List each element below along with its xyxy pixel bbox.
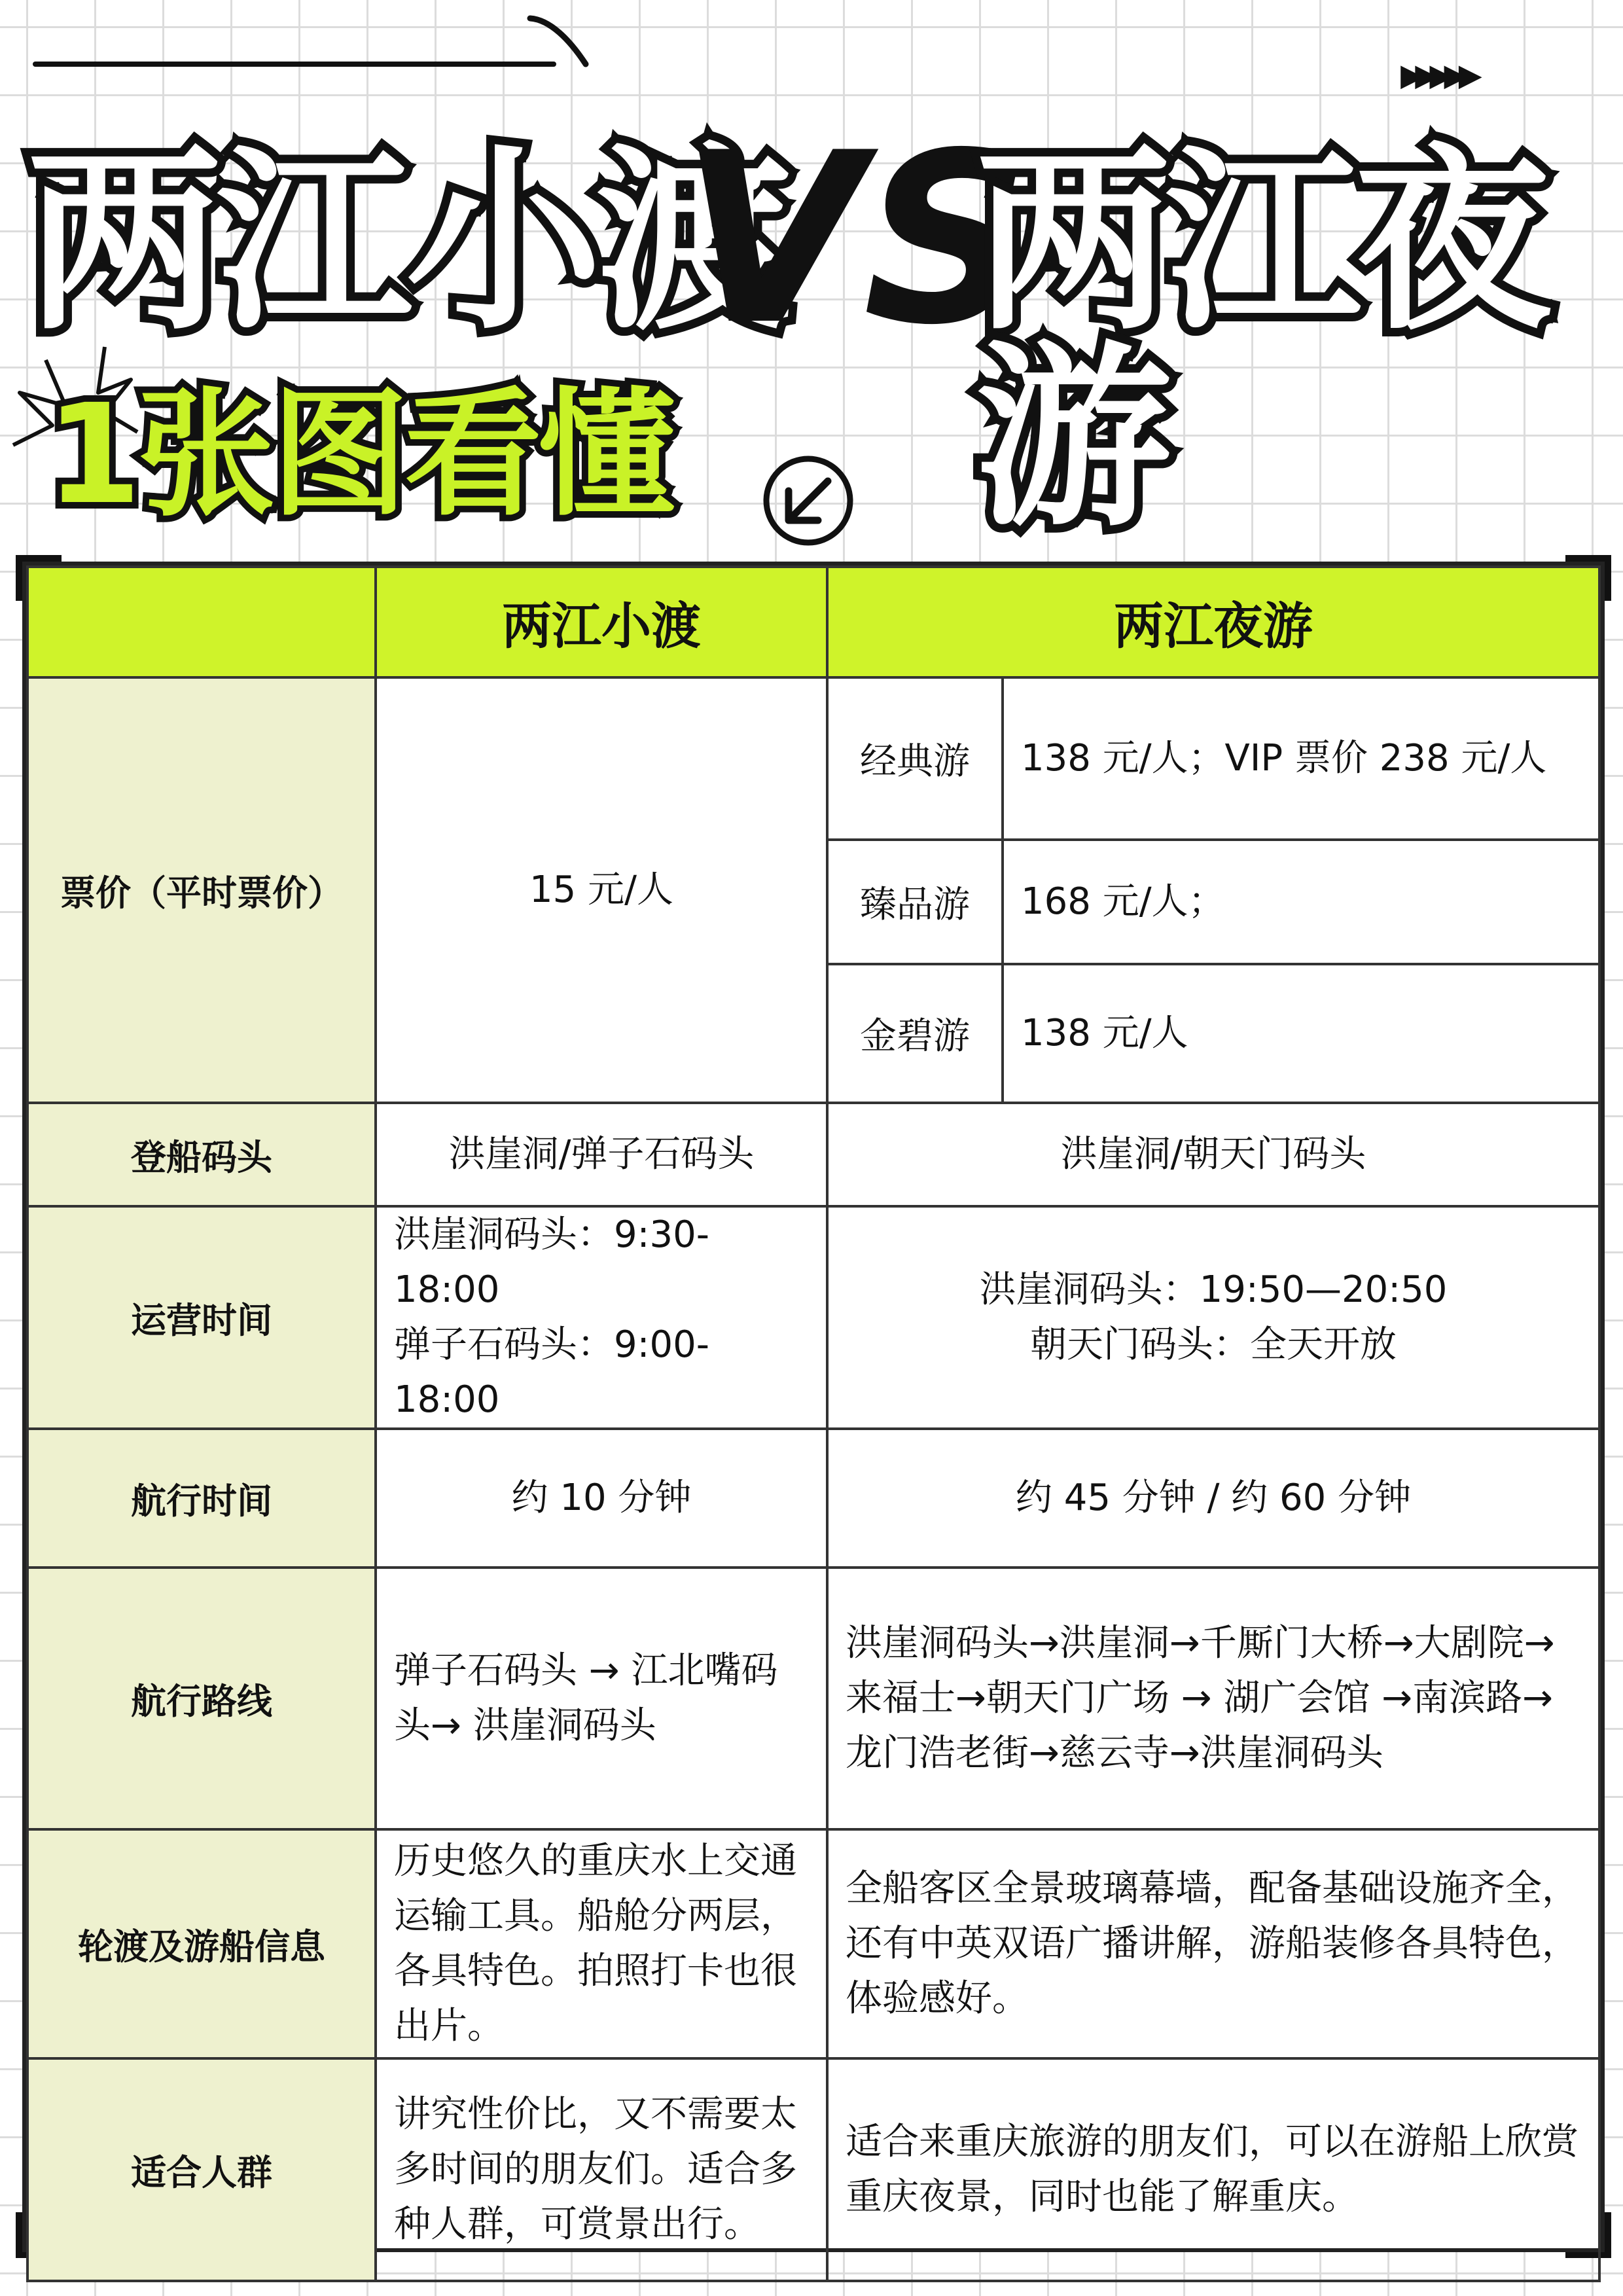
- hook-stroke-icon: [524, 13, 596, 72]
- tour-name: 金碧游: [827, 964, 1003, 1103]
- table-row: [27, 1568, 1599, 1829]
- ferry-pier: 洪崖洞/弹子石码头: [376, 1103, 827, 1206]
- hours-label: 运营时间: [27, 1206, 376, 1429]
- tour-price: 138 元/人；VIP 票价 238 元/人: [1003, 677, 1599, 840]
- tour-route: 洪崖洞码头→洪崖洞→千厮门大桥→大剧院→来福士→朝天门广场 → 湖广会馆 →南滨路→龙门浩老街→慈云寺→洪崖洞码头: [827, 1568, 1599, 1829]
- tour-price: 168 元/人；: [1003, 840, 1599, 964]
- table-row: [27, 2058, 1599, 2281]
- title-left: 两江小渡: [26, 128, 785, 356]
- vs-logo: [681, 102, 1033, 376]
- tour-duration: 约 45 分钟 / 约 60 分钟: [827, 1429, 1599, 1568]
- header-blank: [27, 567, 376, 677]
- route-label: 航行路线: [27, 1568, 376, 1829]
- ferry-info: 历史悠久的重庆水上交通运输工具。船舱分两层，各具特色。拍照打卡也很出片。: [376, 1829, 827, 2058]
- comparison-table: [22, 562, 1605, 2252]
- table-header-row: [27, 567, 1599, 677]
- table-row: [27, 1429, 1599, 1568]
- table-row: [27, 1103, 1599, 1206]
- arrow-chevrons-icon: ▸▸▸▸▸: [1400, 46, 1473, 101]
- tour-hours: [827, 1206, 1599, 1429]
- tour-pier: 洪崖洞/朝天门码头: [827, 1103, 1599, 1206]
- ferry-hours-line: 洪崖洞码头：9:30-18:00: [394, 1213, 709, 1311]
- price-label: 票价（平时票价）: [27, 677, 376, 1103]
- pier-label: 登船码头: [27, 1103, 376, 1206]
- ferry-hours: [376, 1206, 827, 1429]
- tour-hours-line: 朝天门码头：全天开放: [1030, 1323, 1397, 1366]
- circle-arrow-icon: [759, 452, 857, 550]
- ferry-hours-line: 弹子石码头：9:00-18:00: [394, 1323, 709, 1421]
- tour-name: 臻品游: [827, 840, 1003, 964]
- table-row: [27, 1829, 1599, 2058]
- ferry-duration: 约 10 分钟: [376, 1429, 827, 1568]
- tour-name: 经典游: [827, 677, 1003, 840]
- table-row: [27, 1206, 1599, 1429]
- subtitle: 1张图看懂: [46, 374, 672, 535]
- tour-audience: 适合来重庆旅游的朋友们，可以在游船上欣赏重庆夜景，同时也能了解重庆。: [827, 2058, 1599, 2281]
- ferry-route: 弹子石码头 → 江北嘴码头→ 洪崖洞码头: [376, 1568, 827, 1829]
- info-label: 轮渡及游船信息: [27, 1829, 376, 2058]
- top-decorative-line: [33, 62, 556, 67]
- title-right: 两江夜游: [975, 128, 1544, 552]
- tour-info: 全船客区全景玻璃幕墙，配备基础设施齐全，还有中英双语广播讲解，游船装修各具特色，体验感好。: [827, 1829, 1599, 2058]
- audience-label: 适合人群: [27, 2058, 376, 2281]
- duration-label: 航行时间: [27, 1429, 376, 1568]
- header-ferry: 两江小渡: [376, 567, 827, 677]
- header-tour: 两江夜游: [827, 567, 1599, 677]
- svg-text:VS: VS: [681, 102, 1033, 376]
- tour-hours-line: 洪崖洞码头：19:50—20:50: [979, 1268, 1448, 1311]
- ferry-audience: 讲究性价比，又不需要太多时间的朋友们。适合多种人群，可赏景出行。: [376, 2058, 827, 2281]
- table-row: [27, 677, 1599, 840]
- tour-price: 138 元/人: [1003, 964, 1599, 1103]
- ferry-price: 15 元/人: [376, 677, 827, 1103]
